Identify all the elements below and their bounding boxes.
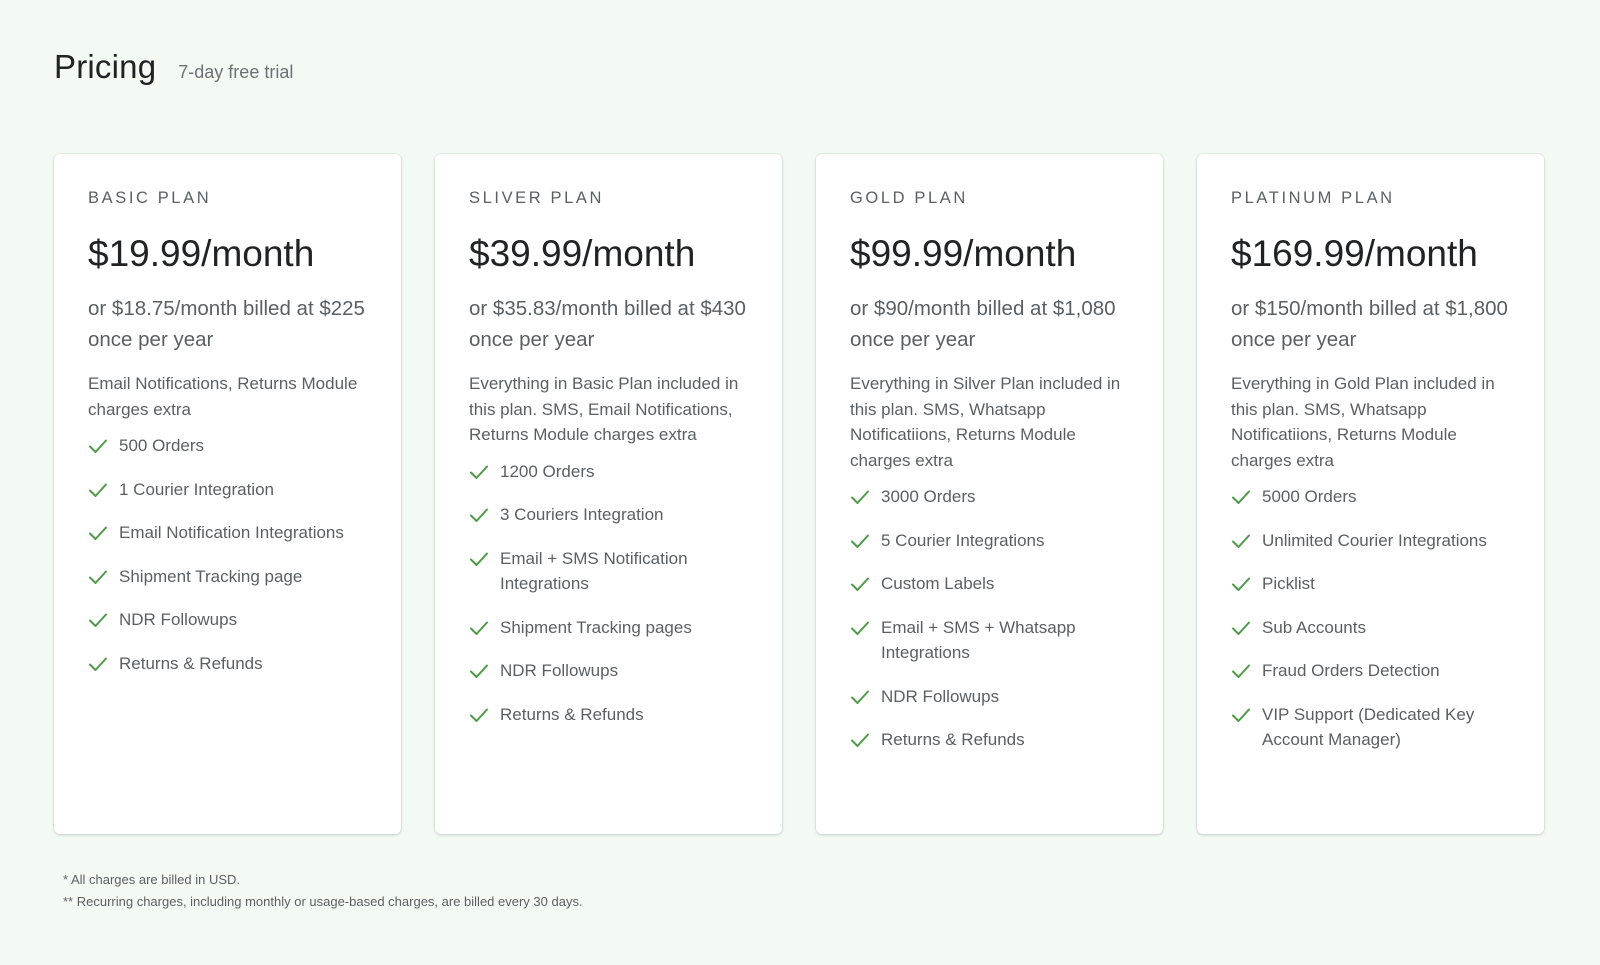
- footnote-recurring: ** Recurring charges, including monthly or usage-based charges, are billed every 30 days.: [63, 894, 583, 909]
- feature-item: [469, 459, 752, 485]
- check-icon: [1231, 574, 1251, 594]
- plan-cards: [54, 154, 1544, 834]
- check-icon: [88, 523, 108, 543]
- check-icon: [1231, 705, 1251, 725]
- feature-list: [469, 459, 752, 728]
- feature-item: [88, 607, 371, 633]
- feature-label: Shipment Tracking page: [119, 566, 303, 586]
- feature-label: Returns & Refunds: [500, 704, 644, 724]
- plan-description: Everything in Gold Plan included in this plan. SMS, Whatsapp Notificatiions, Returns Module charges extra: [1231, 374, 1495, 470]
- plan-description: Everything in Silver Plan included in this plan. SMS, Whatsapp Notificatiions, Returns Module charges extra: [850, 374, 1121, 470]
- check-icon: [1231, 661, 1251, 681]
- feature-item: [469, 615, 752, 641]
- feature-item: [88, 433, 371, 459]
- check-icon: [88, 610, 108, 630]
- feature-label: 5000 Orders: [1262, 487, 1357, 506]
- plan-name: GOLD PLAN: [850, 189, 968, 207]
- feature-item: [850, 571, 1133, 597]
- plan-annual-price: or $18.75/month billed at $225 once per year: [88, 297, 365, 351]
- feature-label: 1 Courier Integration: [119, 479, 274, 499]
- feature-label: NDR Followups: [500, 661, 619, 680]
- feature-label: Returns & Refunds: [119, 653, 263, 673]
- plan-description: Everything in Basic Plan included in this plan. SMS, Email Notifications, Returns Module charges extra: [469, 374, 739, 444]
- feature-label: Email + SMS Notification Integrations: [500, 548, 688, 593]
- trial-subtitle: 7-day free trial: [178, 62, 294, 82]
- feature-label: 5 Courier Integrations: [881, 530, 1045, 550]
- check-icon: [850, 574, 870, 594]
- feature-label: Picklist: [1262, 574, 1315, 593]
- feature-item: [88, 564, 371, 590]
- check-icon: [850, 531, 870, 551]
- feature-item: [88, 477, 371, 503]
- feature-label: Custom Labels: [881, 574, 995, 593]
- check-icon: [850, 730, 870, 750]
- feature-label: NDR Followups: [881, 686, 1000, 706]
- feature-item: [850, 615, 1133, 666]
- feature-list: [1231, 484, 1514, 753]
- plan-name: PLATINUM PLAN: [1231, 189, 1395, 207]
- plan-card-platinum: [1197, 154, 1544, 834]
- plan-card-sliver: [435, 154, 782, 834]
- feature-item: [850, 528, 1133, 554]
- feature-label: Unlimited Courier Integrations: [1262, 530, 1487, 550]
- feature-label: NDR Followups: [119, 610, 238, 629]
- plan-card-basic: [54, 154, 401, 834]
- check-icon: [469, 618, 489, 638]
- feature-list: [88, 433, 371, 676]
- plan-price: $169.99/month: [1231, 233, 1478, 274]
- feature-item: [469, 658, 752, 684]
- feature-item: [1231, 615, 1514, 641]
- feature-label: Sub Accounts: [1262, 617, 1366, 637]
- check-icon: [850, 618, 870, 638]
- plan-name: SLIVER PLAN: [469, 189, 604, 207]
- feature-item: [1231, 658, 1514, 684]
- feature-label: Email Notification Integrations: [119, 523, 344, 542]
- page-title: Pricing: [54, 48, 157, 85]
- feature-label: 500 Orders: [119, 436, 205, 455]
- feature-item: [469, 702, 752, 728]
- check-icon: [88, 436, 108, 456]
- plan-description: Email Notifications, Returns Module charges extra: [88, 374, 358, 419]
- check-icon: [850, 687, 870, 707]
- check-icon: [1231, 531, 1251, 551]
- check-icon: [469, 661, 489, 681]
- feature-label: 3000 Orders: [881, 487, 976, 506]
- footnotes: [63, 869, 583, 913]
- plan-annual-price: or $90/month billed at $1,080 once per year: [850, 297, 1116, 351]
- feature-label: Shipment Tracking pages: [500, 617, 692, 637]
- check-icon: [88, 654, 108, 674]
- plan-annual-price: or $35.83/month billed at $430 once per year: [469, 297, 746, 351]
- feature-item: [1231, 571, 1514, 597]
- check-icon: [1231, 487, 1251, 507]
- feature-item: [88, 651, 371, 677]
- page-header: [54, 48, 293, 86]
- feature-label: Returns & Refunds: [881, 730, 1025, 749]
- plan-price: $19.99/month: [88, 233, 315, 274]
- plan-card-gold: [816, 154, 1163, 834]
- feature-label: VIP Support (Dedicated Key Account Manager): [1262, 704, 1475, 749]
- feature-label: Email + SMS + Whatsapp Integrations: [881, 617, 1076, 662]
- check-icon: [88, 567, 108, 587]
- check-icon: [1231, 618, 1251, 638]
- footnote-usd: * All charges are billed in USD.: [63, 872, 241, 887]
- feature-item: [1231, 484, 1514, 510]
- feature-item: [850, 484, 1133, 510]
- feature-item: [850, 727, 1133, 753]
- feature-item: [469, 502, 752, 528]
- check-icon: [469, 705, 489, 725]
- plan-name: BASIC PLAN: [88, 189, 212, 207]
- feature-label: 3 Couriers Integration: [500, 505, 664, 524]
- check-icon: [469, 549, 489, 569]
- plan-annual-price: or $150/month billed at $1,800 once per year: [1231, 297, 1508, 351]
- feature-item: [88, 520, 371, 546]
- check-icon: [469, 505, 489, 525]
- check-icon: [850, 487, 870, 507]
- feature-item: [1231, 528, 1514, 554]
- plan-price: $99.99/month: [850, 233, 1077, 274]
- feature-item: [1231, 702, 1514, 753]
- feature-item: [469, 546, 752, 597]
- feature-item: [850, 684, 1133, 710]
- feature-list: [850, 484, 1133, 753]
- feature-label: Fraud Orders Detection: [1262, 661, 1440, 680]
- check-icon: [88, 480, 108, 500]
- plan-price: $39.99/month: [469, 233, 696, 274]
- feature-label: 1200 Orders: [500, 461, 595, 481]
- check-icon: [469, 462, 489, 482]
